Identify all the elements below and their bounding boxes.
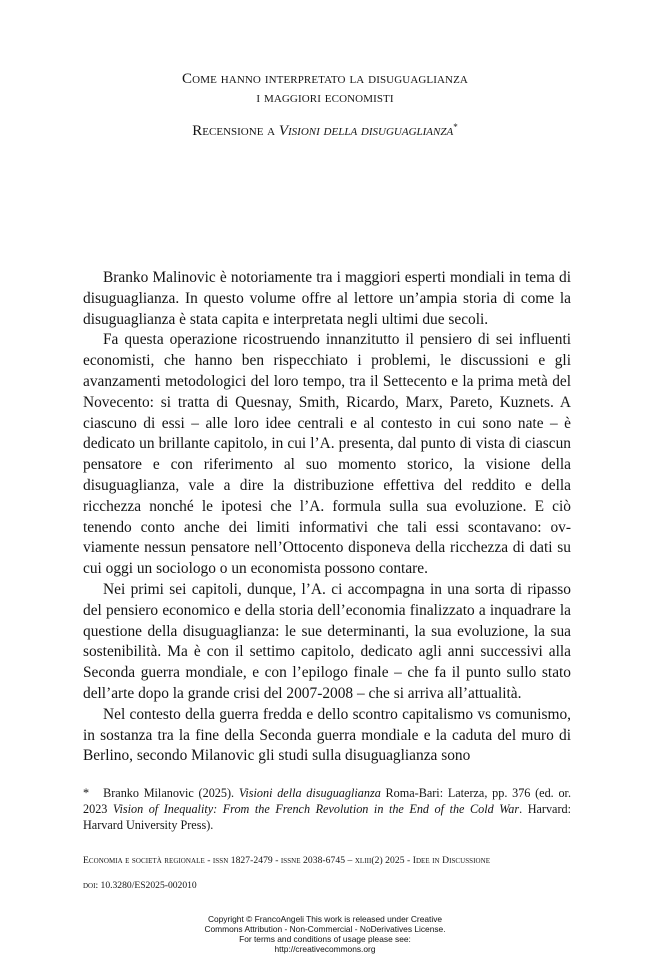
article-title-line-1: Come hanno interpretato la disuguaglianza (182, 71, 468, 87)
footnote-original-title: Vision of Inequality: From the French Revolution in the End of the Cold War (112, 802, 520, 816)
subtitle-book-title: Visioni della disuguaglianza (278, 123, 454, 139)
article-body (83, 268, 571, 767)
doi-label: doi (83, 880, 96, 891)
journal-info (83, 855, 571, 866)
body-paragraph-1: Branko Malinovic è notoriamente tra i maggiori esperti mondiali in tema di disuguaglianza. In questo volume offre al lettore un’ampia storia di come la disuguaglianza è stata capita e interpretata negli ultimi due secoli. (83, 269, 571, 328)
footnote-book-title: Visioni della disuguaglianza (238, 786, 381, 800)
journal-info-text: Economia e società regionale - issn 1827-2479 - issne 2038-6745 – xliii(2) 2025 - Idee in Discussione (83, 855, 491, 866)
body-paragraph-2: Fa questa operazione ricostruendo innanzitutto il pensiero di sei influenti economisti, che hanno ben rispecchiato i problemi, le discussioni e gli avanzamenti metodologici del loro tempo, tra il Settecento e la prima metà del Novecento: si tratta di Quesnay, Smith, Ricardo, Marx, Pareto, Kuznets. A ciascuno di essi – alle loro idee centrali e al contesto in cui sono nate – è dedicato un brillante capitolo, in cui l’A. presenta, dal punto di vista di ciascun pensatore e con riferimento al suo momento storico, la visione della disuguaglianza, vale a dire la distribuzione effettiva del reddito e della ricchezza nonché le ipotesi che l’A. formula sulla sua evoluzione. E ciò tenendo conto anche dei limiti informativi che tali essi scontavano: ovviamente nessun pensatore nell’Ottocento disponeva della ricchezza di dati su cui oggi un sociologo o un economista possono contare. (83, 331, 571, 578)
license-notice (0, 914, 650, 954)
footnote-text-1: Branko Milanovic (2025). (103, 786, 239, 800)
article-subtitle (0, 118, 650, 141)
footnote-mark: * (83, 786, 90, 800)
footnote-reference-mark: * (453, 122, 458, 132)
license-line-2: Commons Attribution - Non-Commercial - NoDerivatives License. (204, 924, 446, 934)
license-line-1: Copyright © FrancoAngeli This work is released under Creative (207, 914, 443, 924)
doi-value: : 10.3280/ES2025-002010 (95, 880, 197, 891)
article-title-line-2: i maggiori economisti (256, 90, 394, 106)
body-paragraph-3: Nei primi sei capitoli, dunque, l’A. ci accompagna in una sorta di ripasso del pensiero economico e della storia dell’economia finalizzato a inquadrare la questione della disuguaglianza: le sue determinanti, la sua evoluzione, la sua sostenibilità. Ma è con il settimo capitolo, dedicato agli anni successivi alla Seconda guerra mondiale, e con l’epilogo finale – che fa il punto sullo stato dell’arte dopo la grande crisi del 2007-2008 – che si arriva all’attualità. (83, 580, 571, 702)
article-title-block (0, 70, 650, 141)
subtitle-prefix: Recensione a (192, 123, 279, 139)
footnote (83, 785, 571, 833)
doi-info (83, 880, 571, 891)
body-paragraph-4: Nel contesto della guerra fredda e dello scontro capitalismo vs comunismo, in sostanza tra la fine della Seconda guerra mondiale e la caduta del muro di Berlino, secondo Milanovic gli studi sulla disuguaglianza sono (83, 705, 571, 765)
license-line-3: For terms and conditions of usage please see: (239, 934, 411, 944)
license-link[interactable]: http://creativecommons.org (274, 944, 376, 954)
footnote-text-2: Roma-Bari: Laterza, pp. 376 (ed. or. 2023 (83, 786, 571, 816)
footnote-text-3: . Harvard: Harvard University Press). (83, 802, 572, 832)
